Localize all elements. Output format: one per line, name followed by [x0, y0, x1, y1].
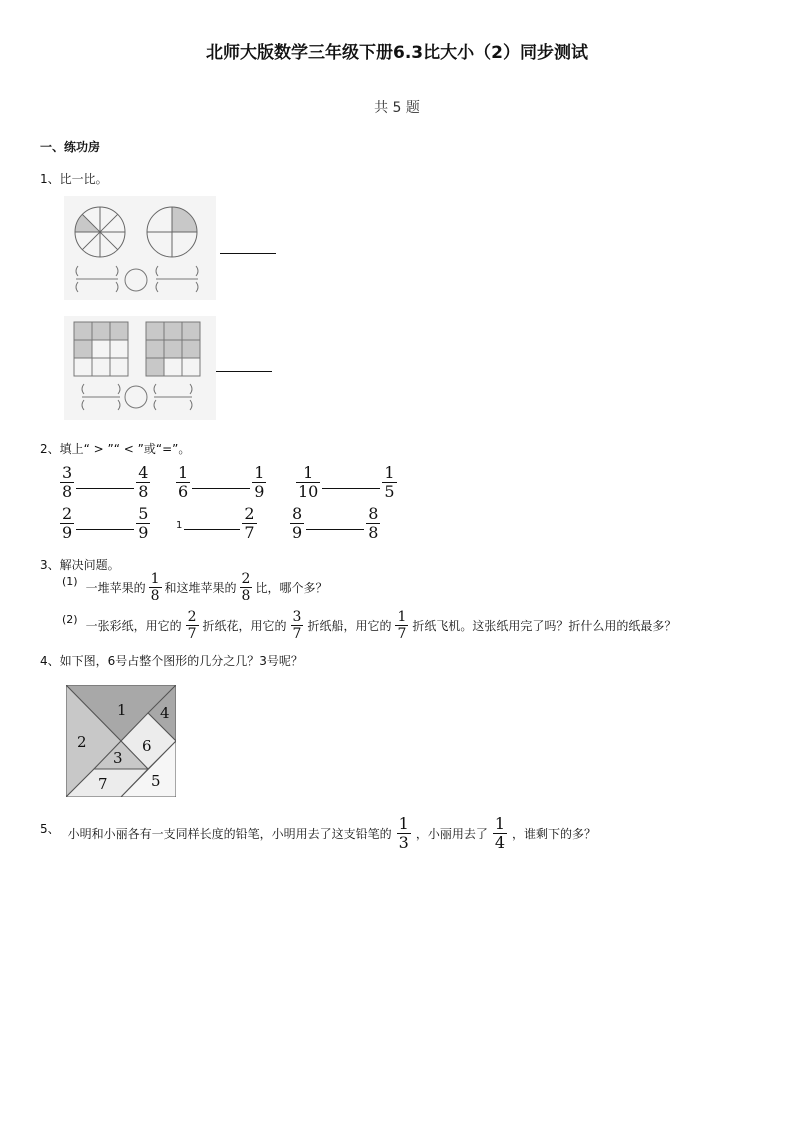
piece-label: 1 — [117, 701, 127, 719]
tangram-figure — [66, 685, 176, 797]
grid-diagrams — [64, 316, 216, 420]
compare-item: $\frac{1}{10}$ $\frac{1}{5}$ — [298, 463, 395, 501]
question-count: 共 5 题 — [374, 100, 420, 116]
compare-item: $\frac{8}{9}$ $\frac{8}{8}$ — [292, 504, 379, 542]
compare-item: 1 $\frac{2}{7}$ — [176, 504, 255, 542]
piece-label: 2 — [77, 733, 87, 751]
piece-label: 5 — [151, 772, 161, 790]
piece-label: 3 — [113, 749, 123, 767]
section-heading: 一、练功房 — [40, 140, 101, 154]
compare-item: $\frac{3}{8}$ $\frac{4}{8}$ — [62, 463, 149, 501]
compare-blank[interactable] — [192, 488, 250, 489]
question-5: 5、 小明和小丽各有一支同样长度的铅笔，小明用去了这支铅笔的 $\frac{1}{3}$ ，小丽用去了 $\frac{1}{4}$ ，谁剩下的多？ — [40, 814, 597, 852]
compare-blank[interactable] — [184, 529, 240, 530]
piece-label: 7 — [98, 775, 108, 793]
page-title: 北师大版数学三年级下册6.3比大小（2）同步测试 — [206, 43, 588, 63]
compare-blank[interactable] — [322, 488, 380, 489]
circle-comparison-figure — [64, 196, 216, 300]
question-3-part-1: (1) 一堆苹果的 $\frac{1}{8}$ 和这堆苹果的 $\frac{2}{8}$ 比，哪个多？ — [62, 571, 328, 604]
question-1-label: 1、比一比。 — [40, 172, 108, 186]
shaded-eighth — [75, 214, 100, 232]
grid-comparison-figure — [64, 316, 216, 420]
whole-number: 1 — [176, 520, 183, 531]
compare-blank[interactable] — [306, 529, 364, 530]
piece-label: 6 — [142, 737, 152, 755]
question-2-label: 2、填上“ > ”“ < ”或“=”。 — [40, 442, 191, 456]
answer-blank-1[interactable] — [220, 253, 276, 254]
piece-label: 4 — [160, 704, 170, 722]
question-4-label: 4、如下图，6号占整个图形的几分之几？3号呢？ — [40, 654, 303, 668]
question-3-part-2: (2) 一张彩纸，用它的 $\frac{2}{7}$ 折纸花，用它的 $\frac{3}{7}$ 折纸船，用它的 $\frac{1}{7}$ 折纸飞机。这张纸用完了吗？折什么用的纸最多？ — [62, 609, 677, 642]
compare-blank[interactable] — [76, 529, 134, 530]
circle-diagrams — [64, 196, 216, 300]
compare-blank[interactable] — [76, 488, 134, 489]
compare-item: $\frac{1}{6}$ $\frac{1}{9}$ — [178, 463, 265, 501]
answer-blank-2[interactable] — [216, 371, 272, 372]
tangram-diagram — [66, 685, 176, 797]
compare-item: $\frac{2}{9}$ $\frac{5}{9}$ — [62, 504, 149, 542]
question-3-label: 3、解决问题。 — [40, 558, 120, 572]
